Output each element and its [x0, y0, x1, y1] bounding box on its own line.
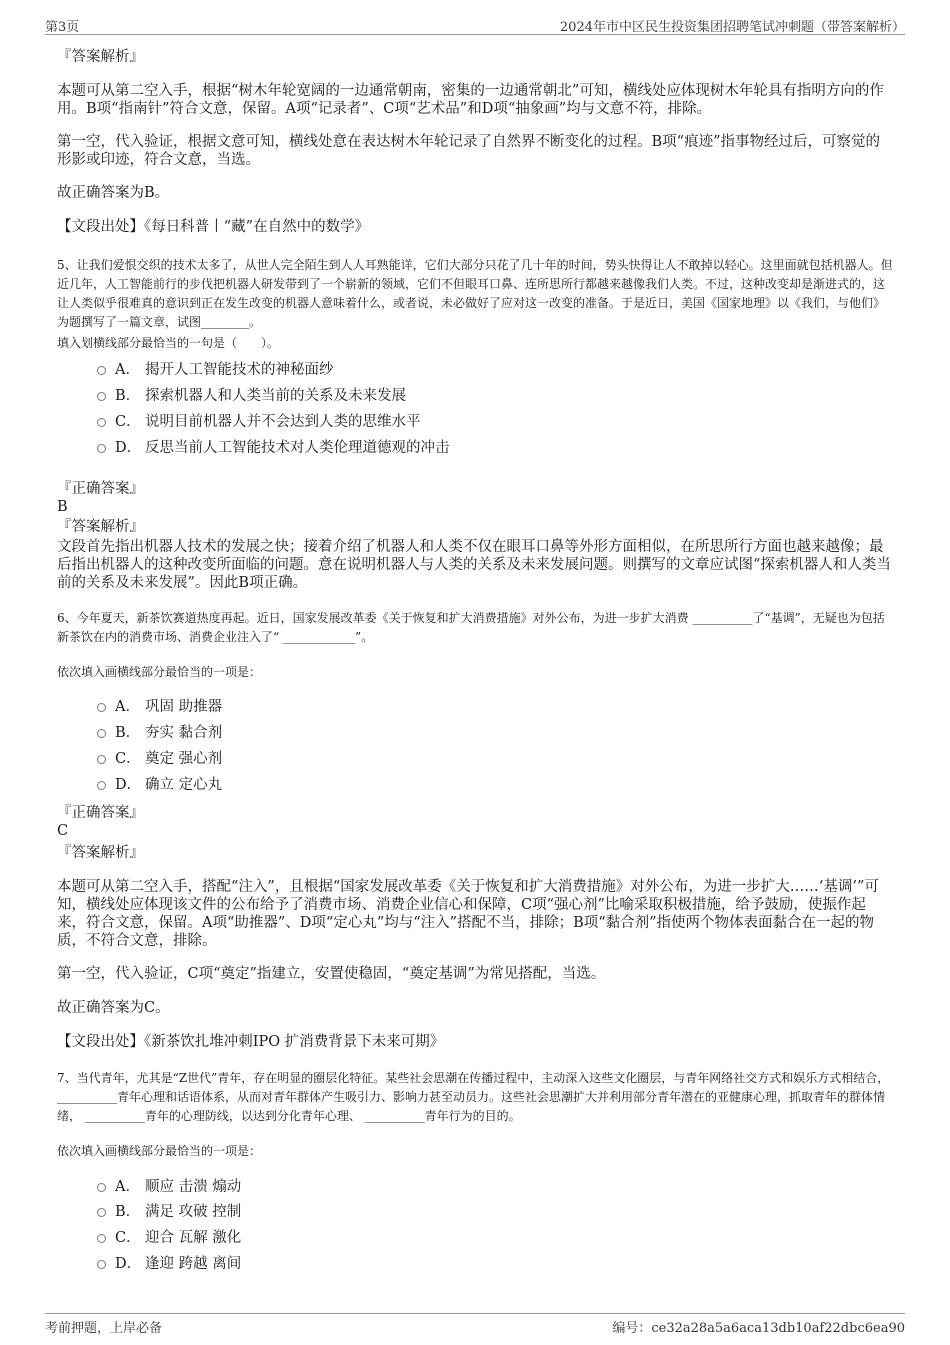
- q4-analysis-label: 『答案解析』: [57, 49, 144, 65]
- q7-option-c[interactable]: C． 迎合 瓦解 激化: [97, 1229, 241, 1247]
- q6-option-a[interactable]: A． 巩固 助推器: [97, 698, 222, 716]
- q7-option-d[interactable]: D． 逢迎 跨越 离间: [97, 1255, 241, 1273]
- q5-stem: 5、让我们爱恨交织的技术太多了，从世人完全陌生到人人耳熟能详，它们大部分只花了几十年的时间，势头快得让人不敢掉以轻心。这里面就包括机器人。但近几年，人工智能前行的步伐把机器人研发带到了一个崭新的领域，它们不但眼耳口鼻、连所思所行都越来越像我们人类。不过，这种改变却是渐进式的，这让人类似乎很难真的意识到正在发生改变的机器人意味着什么，或者说，未必做好了应对这一改变的准备。于是近日，美国《国家地理》以《我们，与他们》为题撰写了一篇文章，试图________。: [57, 258, 893, 329]
- q6-analysis-label: 『答案解析』: [57, 845, 144, 861]
- radio-icon[interactable]: [97, 1183, 106, 1192]
- q6-stem: 6、今年夏天，新茶饮赛道热度再起。近日，国家发展改革委《关于恢复和扩大消费措施》对外公布，为进一步扩大消费 __________了“基调”，无疑也为包括新茶饮在内的消费市场、消费企业注入了“ ____________”。: [57, 611, 885, 644]
- document-code: 编号：ce32a28a5a6aca13db10af22dbc6ea90: [612, 1321, 905, 1336]
- radio-icon[interactable]: [97, 1234, 106, 1243]
- q4-analysis-paragraph-2: 第一空，代入验证，根据文意可知，横线处意在表达树木年轮记录了自然界不断变化的过程。B项“痕迹”指事物经过后，可察觉的形影或印迹，符合文意，当选。: [57, 134, 880, 168]
- q6-conclusion: 故正确答案为C。: [57, 1000, 170, 1016]
- q6-option-c[interactable]: C． 奠定 强心剂: [97, 750, 222, 768]
- q6-analysis-paragraph-2: 第一空，代入验证，C项“奠定”指建立，安置使稳固，“奠定基调”为常见搭配，当选。: [57, 966, 606, 982]
- q6-prompt: 依次填入画横线部分最恰当的一项是：: [57, 665, 262, 679]
- radio-icon[interactable]: [97, 755, 106, 764]
- q7-stem: 7、当代青年，尤其是“Z世代”青年，存在明显的圈层化特征。某些社会思潮在传播过程中，主动深入这些文化圈层，与青年网络社交方式和娱乐方式相结合， __________青年心理和话语体系，从而对青年群体产生吸引力、影响力甚至动员力。这些社会思潮扩大并利用部分青年潜在的亚健康心理，抓取青年的群体情绪， __________青年的心理防线，以达到分化青年心理、 __________青年行为的目的。: [57, 1071, 890, 1123]
- radio-icon[interactable]: [97, 1260, 106, 1269]
- radio-icon[interactable]: [97, 729, 106, 738]
- q5-option-a[interactable]: A． 揭开人工智能技术的神秘面纱: [97, 361, 334, 379]
- radio-icon[interactable]: [97, 781, 106, 790]
- q6-option-d[interactable]: D． 确立 定心丸: [97, 776, 222, 794]
- footer-slogan: 考前押题，上岸必备: [45, 1321, 163, 1336]
- page-header: [45, 14, 905, 35]
- q4-source: 【文段出处】《每日科普丨“藏”在自然中的数学》: [57, 219, 370, 235]
- radio-icon[interactable]: [97, 1208, 106, 1217]
- page-number: 第3页: [45, 20, 80, 35]
- q6-analysis-paragraph-1: 本题可从第二空入手，搭配“注入”，且根据“国家发展改革委《关于恢复和扩大消费措施》对外公布，为进一步扩大……‘基调’”可知，横线处应体现该文件的公布给予了消费市场、消费企业信心和保障，C项“强心剂”比喻采取积极措施，给予鼓励，使振作起来，符合文意，保留。A项“助推器”、D项“定心丸”均与“注入”搭配不当，排除；B项“黏合剂”指使两个物体表面黏合在一起的物质，不符合文意，排除。: [57, 879, 879, 949]
- q5-option-b[interactable]: B． 探索机器人和人类当前的关系及未来发展: [97, 387, 406, 405]
- radio-icon[interactable]: [97, 366, 106, 375]
- radio-icon[interactable]: [97, 392, 106, 401]
- radio-icon[interactable]: [97, 703, 106, 712]
- q4-analysis-paragraph-1: 本题可从第二空入手，根据“树木年轮宽阔的一边通常朝南，密集的一边通常朝北”可知，横线处应体现树木年轮具有指明方向的作用。B项“指南针”符合文意，保留。A项“记录者”、C项“艺术品”和D项“抽象画”均与文意不符，排除。: [57, 83, 884, 117]
- q5-option-c[interactable]: C． 说明目前机器人并不会达到人类的思维水平: [97, 413, 421, 431]
- document-title: 2024年市中区民生投资集团招聘笔试冲刺题（带答案解析）: [559, 20, 905, 35]
- q6-source: 【文段出处】《新茶饮扎堆冲刺IPO 扩消费背景下未来可期》: [57, 1034, 445, 1050]
- q5-analysis-label: 『答案解析』: [57, 519, 144, 535]
- page-footer: [45, 1313, 905, 1336]
- q5-analysis: 文段首先指出机器人技术的发展之快；接着介绍了机器人和人类不仅在眼耳口鼻等外形方面相似，在所思所行方面也越来越像；最后指出机器人的这种改变所面临的问题。意在说明机器人与人类的关系及未来发展问题。则撰写的文章应试图“探索机器人和人类当前的关系及未来发展”。因此B项正确。: [57, 539, 891, 591]
- q5-answer: B: [57, 499, 68, 515]
- q7-prompt: 依次填入画横线部分最恰当的一项是：: [57, 1144, 262, 1158]
- q7-option-a[interactable]: A． 顺应 击溃 煽动: [97, 1178, 241, 1196]
- q6-option-b[interactable]: B． 夯实 黏合剂: [97, 724, 222, 742]
- q5-answer-label: 『正确答案』: [57, 481, 144, 497]
- q5-option-d[interactable]: D． 反思当前人工智能技术对人类伦理道德观的冲击: [97, 439, 450, 457]
- q6-answer-label: 『正确答案』: [57, 805, 144, 821]
- q6-answer: C: [57, 823, 69, 839]
- radio-icon[interactable]: [97, 418, 106, 427]
- radio-icon[interactable]: [97, 444, 106, 453]
- q5-prompt: 填入划横线部分最恰当的一句是（ ）。: [57, 336, 280, 350]
- q4-conclusion: 故正确答案为B。: [57, 185, 170, 201]
- q7-option-b[interactable]: B． 满足 攻破 控制: [97, 1203, 241, 1221]
